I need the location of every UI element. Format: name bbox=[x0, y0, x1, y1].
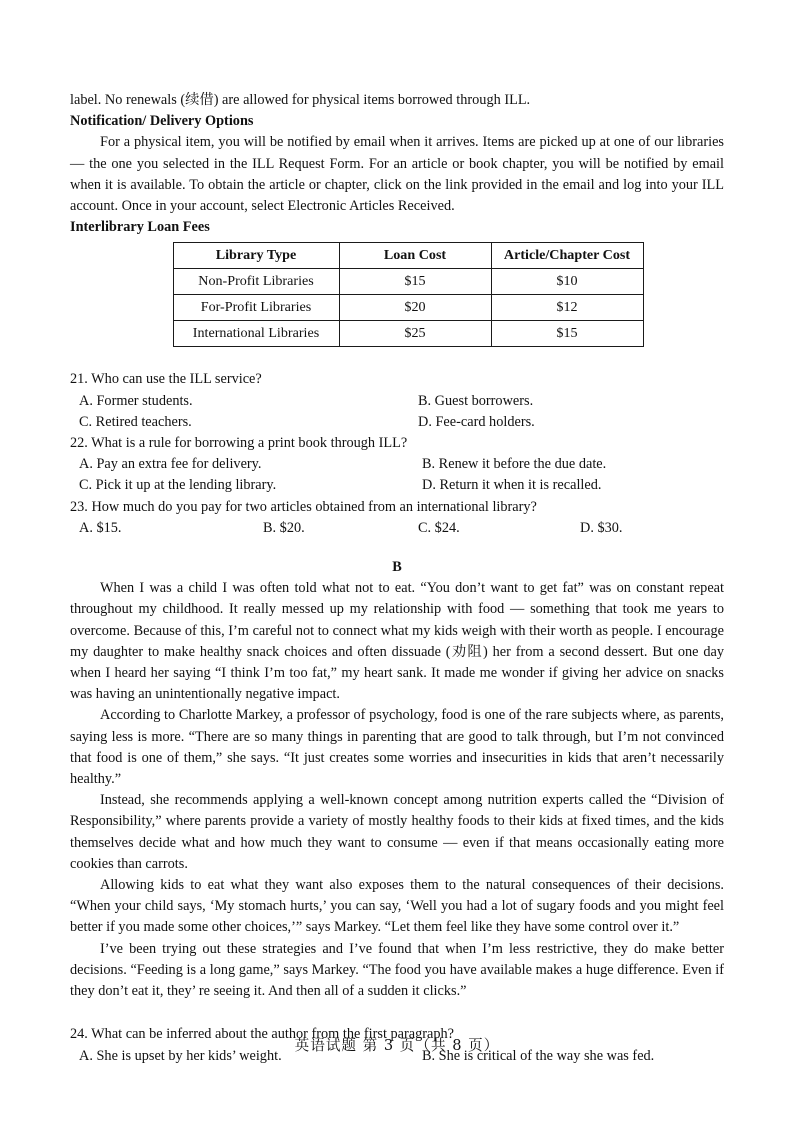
passage-b-paragraph-5: I’ve been trying out these strategies and I’ve found that when I’m less restrictive, they do make better decisions. “Feeding is a long game,” says Markey. “The food you have available makes a huge difference. Even if they don’t eat it, they’ re seeing it. And then all of a sudden it clicks.” bbox=[70, 940, 724, 1000]
question-21-options-row-2 bbox=[70, 412, 724, 433]
question-23-option-c[interactable]: C. $24. bbox=[418, 519, 460, 536]
table-header-row bbox=[173, 243, 643, 269]
cell-article-cost: $15 bbox=[491, 321, 643, 347]
question-23-option-a[interactable]: A. $15. bbox=[79, 519, 122, 536]
passage-b-paragraph-4: Allowing kids to eat what they want also exposes them to the natural consequences of their decisions. “When your child says, ‘My stomach hurts,’ you can say, ‘Well you had a lot of sugary foods and you might feel better if you made some other choices,’” says Markey. “Let them feel like they have some control over it.” bbox=[70, 877, 724, 936]
question-22-option-a[interactable]: A. Pay an extra fee for delivery. bbox=[79, 456, 262, 473]
cell-loan-cost: $25 bbox=[339, 321, 491, 347]
cell-loan-cost: $15 bbox=[339, 269, 491, 295]
table-row bbox=[173, 269, 643, 295]
page-content bbox=[70, 90, 724, 1067]
passage-b-paragraph-2: According to Charlotte Markey, a professor of psychology, food is one of the rare subjects where, as parents, saying less is more. “There are so many things in parenting that are good to talk through, but I’m not convinced that food is one of them,” she says. “It just creates some worries and insecurities in kids that aren’t necessarily healthy.” bbox=[70, 707, 724, 788]
question-21-stem: 21. Who can use the ILL service? bbox=[70, 371, 262, 388]
fees-table-wrapper bbox=[70, 242, 724, 347]
question-22-option-c[interactable]: C. Pick it up at the lending library. bbox=[79, 477, 277, 494]
column-header-loan-cost: Loan Cost bbox=[339, 243, 491, 269]
question-23-stem: 23. How much do you pay for two articles obtained from an international library? bbox=[70, 498, 537, 515]
interlibrary-loan-fees-heading: Interlibrary Loan Fees bbox=[70, 219, 210, 236]
interlibrary-loan-fees-table bbox=[173, 242, 644, 347]
question-21-option-d[interactable]: D. Fee-card holders. bbox=[418, 413, 535, 430]
notification-delivery-heading: Notification/ Delivery Options bbox=[70, 113, 254, 130]
question-24-option-b[interactable]: B. She is critical of the way she was fed. bbox=[422, 1047, 655, 1064]
cell-loan-cost: $20 bbox=[339, 295, 491, 321]
page-footer: 英语试题 第 3 页（共 8 页） bbox=[294, 1037, 500, 1054]
cell-library-type: International Libraries bbox=[173, 321, 339, 347]
question-24-option-a[interactable]: A. She is upset by her kids’ weight. bbox=[79, 1047, 282, 1064]
question-21-option-c[interactable]: C. Retired teachers. bbox=[79, 413, 192, 430]
passage-a-continuation-line: label. No renewals (续借) are allowed for physical items borrowed through ILL. bbox=[70, 92, 531, 108]
question-22-options-row-1 bbox=[70, 454, 724, 475]
question-21 bbox=[70, 369, 724, 433]
notification-delivery-body: For a physical item, you will be notified by email when it arrives. Items are picked up at one of our libraries — the one you selected in the ILL Request Form. For an article or book chapter, you will be notified by email when it is available. To obtain the article or chapter, click on the link provided in the email and log into your ILL account. Once in your account, select Electronic Articles Received. bbox=[70, 134, 724, 215]
question-22 bbox=[70, 433, 724, 497]
cell-article-cost: $10 bbox=[491, 269, 643, 295]
cell-library-type: For-Profit Libraries bbox=[173, 295, 339, 321]
column-header-library-type: Library Type bbox=[173, 243, 339, 269]
question-21-option-a[interactable]: A. Former students. bbox=[79, 392, 193, 409]
question-24-stem: 24. What can be inferred about the author from the first paragraph? bbox=[70, 1026, 455, 1043]
column-header-article-cost: Article/Chapter Cost bbox=[491, 243, 643, 269]
passage-b-paragraph-3: Instead, she recommends applying a well-known concept among nutrition experts called the “Division of Responsibility,” where parents provide a variety of mostly healthy foods to their kids at fixed times, and the kids themselves decide what and how much they want to consume — even if that means occasionally eating more cookies than carrots. bbox=[70, 792, 724, 872]
question-23-option-d[interactable]: D. $30. bbox=[580, 519, 623, 536]
cell-article-cost: $12 bbox=[491, 295, 643, 321]
question-22-option-d[interactable]: D. Return it when it is recalled. bbox=[422, 477, 602, 494]
question-23 bbox=[70, 497, 724, 539]
passage-b-paragraph-1: When I was a child I was often told what not to eat. “You don’t want to get fat” was on constant repeat throughout my childhood. It really messed up my relationship with food — something that took me years to overcome. Because of this, I’m careful not to connect what my kids weigh with their worth as people. I encourage my daughter to make healthy snack choices and often dissuade (劝阻) her from a second dessert. But one day when I heard her saying “I think I’m too fat,” my heart sank. It made me wonder if giving her advice on snacks was having an unintentionally negative impact. bbox=[70, 580, 724, 703]
table-row bbox=[173, 295, 643, 321]
question-23-options-row bbox=[70, 518, 724, 539]
table-row bbox=[173, 321, 643, 347]
cell-library-type: Non-Profit Libraries bbox=[173, 269, 339, 295]
question-21-options-row-1 bbox=[70, 391, 724, 412]
question-22-stem: 22. What is a rule for borrowing a print book through ILL? bbox=[70, 435, 408, 452]
question-22-options-row-2 bbox=[70, 475, 724, 496]
question-22-option-b[interactable]: B. Renew it before the due date. bbox=[422, 456, 607, 473]
question-21-option-b[interactable]: B. Guest borrowers. bbox=[418, 392, 534, 409]
question-23-option-b[interactable]: B. $20. bbox=[263, 519, 305, 536]
passage-b-label: B bbox=[392, 559, 402, 576]
